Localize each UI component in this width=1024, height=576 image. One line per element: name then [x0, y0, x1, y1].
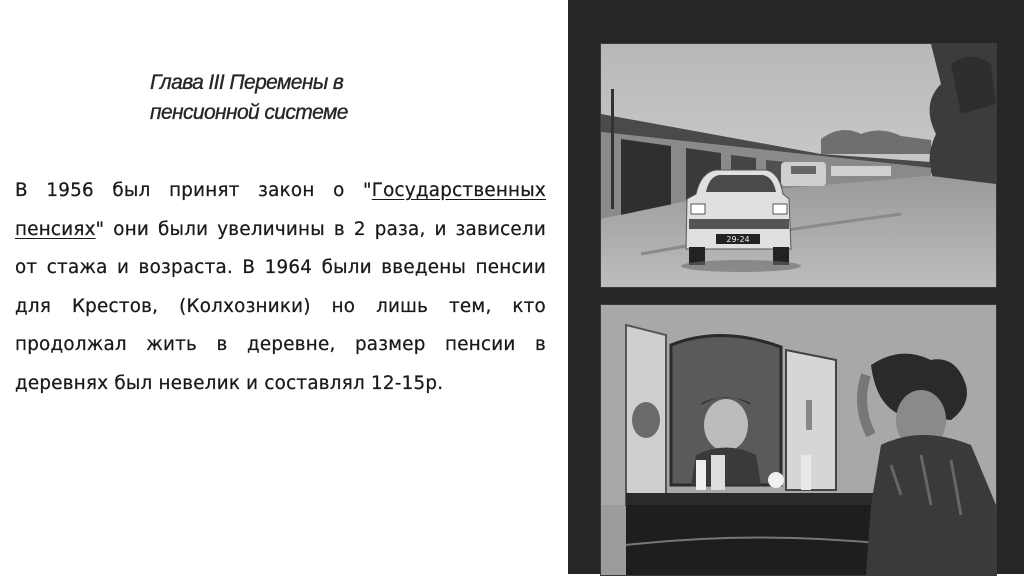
chapter-title-line-2: пенсионной системе — [150, 101, 348, 124]
body-text-part-2: " они были увеличины в 2 раза, и зависели от стажа и возраста. В 1964 были введены пенсии для Крестов, (Колхозники) но лишь тем, кто продолжал жить в деревне, размер пенсии в деревнях был невелик и составлял 12-15р. — [15, 218, 546, 394]
photo-garages-street — [600, 43, 997, 288]
body-text-part-1: В 1956 был принят закон о " — [15, 180, 372, 201]
chapter-title-line-1: Глава III Перемены в — [150, 71, 344, 94]
garages-street-image — [601, 44, 996, 287]
chapter-title — [150, 68, 480, 128]
vanity-mirror-image — [601, 305, 996, 575]
law-name-underlined: Государственных пенсиях — [15, 180, 546, 240]
license-plate: 29-24 — [726, 235, 750, 244]
body-paragraph — [15, 172, 546, 403]
photo-vanity-mirror — [600, 304, 997, 576]
